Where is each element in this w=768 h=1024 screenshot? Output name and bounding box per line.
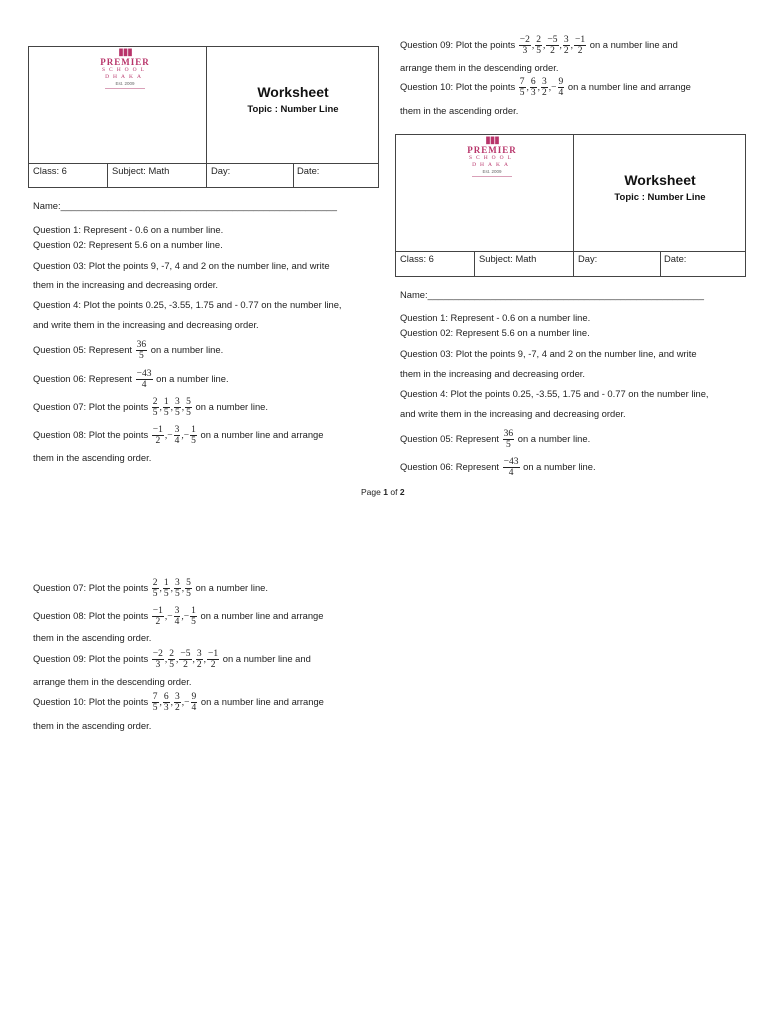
- subject-field: Subject: Math: [112, 165, 170, 176]
- question-4-cont: and write them in the increasing and decreasing order.: [400, 408, 626, 419]
- question-8: Question 08: Plot the points $\frac{-1}{2}$ ,− $\frac{3}{4}$ ,− $\frac{1}{5}$ on a number line and arrange: [33, 425, 324, 446]
- question-9-cont: arrange them in the descending order.: [33, 676, 192, 687]
- question-4: Question 4: Plot the points 0.25, -3.55, 1.75 and - 0.77 on the number line,: [400, 388, 709, 399]
- worksheet-title: Worksheet: [257, 84, 329, 100]
- question-3-cont: them in the increasing and decreasing order.: [400, 368, 586, 379]
- name-field: Name:_____________________________________________________: [400, 289, 704, 300]
- question-4: Question 4: Plot the points 0.25, -3.55, 1.75 and - 0.77 on the number line,: [33, 299, 342, 310]
- page-number: Page 1 of 2: [361, 487, 405, 497]
- question-3: Question 03: Plot the points 9, -7, 4 and 2 on the number line, and write: [400, 348, 697, 359]
- worksheet-topic: Topic : Number Line: [247, 104, 339, 115]
- question-3: Question 03: Plot the points 9, -7, 4 and 2 on the number line, and write: [33, 260, 330, 271]
- question-7: Question 07: Plot the points $\frac{2}{5}$ , $\frac{1}{5}$ , $\frac{3}{5}$ , $\frac{5}{5}$ on a number line.: [33, 397, 268, 418]
- class-field: Class: 6: [400, 253, 434, 264]
- question-9: Question 09: Plot the points $\frac{-2}{3}$ , $\frac{2}{5}$ , $\frac{-5}{2}$ , $\frac{3}{2}$ , $\frac{-1}{2}$ on a number line and: [33, 649, 311, 670]
- question-1: Question 1: Represent - 0.6 on a number line.: [33, 224, 224, 235]
- day-field: Day:: [211, 165, 231, 176]
- school-logo: ▮▮▮ PREMIER SCHOOL DHAKA Est. 2009: [454, 136, 530, 177]
- date-field: Date:: [664, 253, 687, 264]
- day-field: Day:: [578, 253, 598, 264]
- name-field: Name:_____________________________________________________: [33, 200, 337, 211]
- question-9-right-cont: arrange them in the descending order.: [400, 62, 559, 73]
- worksheet-header-left: [28, 46, 379, 188]
- question-2: Question 02: Represent 5.6 on a number line.: [400, 327, 590, 338]
- school-logo: ▮▮▮ PREMIER SCHOOL DHAKA Est. 2009: [87, 48, 163, 89]
- question-1: Question 1: Represent - 0.6 on a number line.: [400, 312, 591, 323]
- question-8-cont: them in the ascending order.: [33, 452, 152, 463]
- question-3-cont: them in the increasing and decreasing order.: [33, 279, 219, 290]
- question-10-right-cont: them in the ascending order.: [400, 105, 519, 116]
- question-2: Question 02: Represent 5.6 on a number line.: [33, 239, 223, 250]
- question-4-cont: and write them in the increasing and decreasing order.: [33, 319, 259, 330]
- date-field: Date:: [297, 165, 320, 176]
- subject-field: Subject: Math: [479, 253, 537, 264]
- worksheet-header-right: [395, 134, 746, 277]
- question-5: Question 05: Represent $\frac{36}{5}$ on a number line.: [33, 340, 224, 361]
- question-10-cont: them in the ascending order.: [33, 720, 152, 731]
- question-9-right: Question 09: Plot the points $\frac{-2}{3}$ , $\frac{2}{5}$ , $\frac{-5}{2}$ , $\frac{3}{2}$ , $\frac{-1}{2}$ on a number line and: [400, 35, 678, 56]
- class-field: Class: 6: [33, 165, 67, 176]
- question-7: Question 07: Plot the points $\frac{2}{5}$ , $\frac{1}{5}$ , $\frac{3}{5}$ , $\frac{5}{5}$ on a number line.: [33, 578, 268, 599]
- question-8: Question 08: Plot the points $\frac{-1}{2}$ ,− $\frac{3}{4}$ ,− $\frac{1}{5}$ on a number line and arrange: [33, 606, 324, 627]
- fraction: $\frac{36}{5}$: [136, 340, 147, 361]
- worksheet-topic: Topic : Number Line: [614, 192, 706, 203]
- books-icon: ▮▮▮: [118, 47, 132, 58]
- question-8-cont: them in the ascending order.: [33, 632, 152, 643]
- question-10-right: Question 10: Plot the points $\frac{7}{5}$ , $\frac{6}{3}$ , $\frac{3}{2}$ ,− $\frac{9}{4}$ on a number line and arrange: [400, 77, 691, 98]
- worksheet-title: Worksheet: [624, 172, 696, 188]
- question-5: Question 05: Represent $\frac{36}{5}$ on a number line.: [400, 429, 591, 450]
- question-6: Question 06: Represent $\frac{-43}{4}$ on a number line.: [400, 457, 596, 478]
- books-icon: ▮▮▮: [485, 135, 499, 146]
- fraction: $\frac{-43}{4}$: [136, 369, 152, 390]
- question-6: Question 06: Represent $\frac{-43}{4}$ on a number line.: [33, 369, 229, 390]
- question-10: Question 10: Plot the points $\frac{7}{5}$ , $\frac{6}{3}$ , $\frac{3}{2}$ ,− $\frac{9}{4}$ on a number line and arrange: [33, 692, 324, 713]
